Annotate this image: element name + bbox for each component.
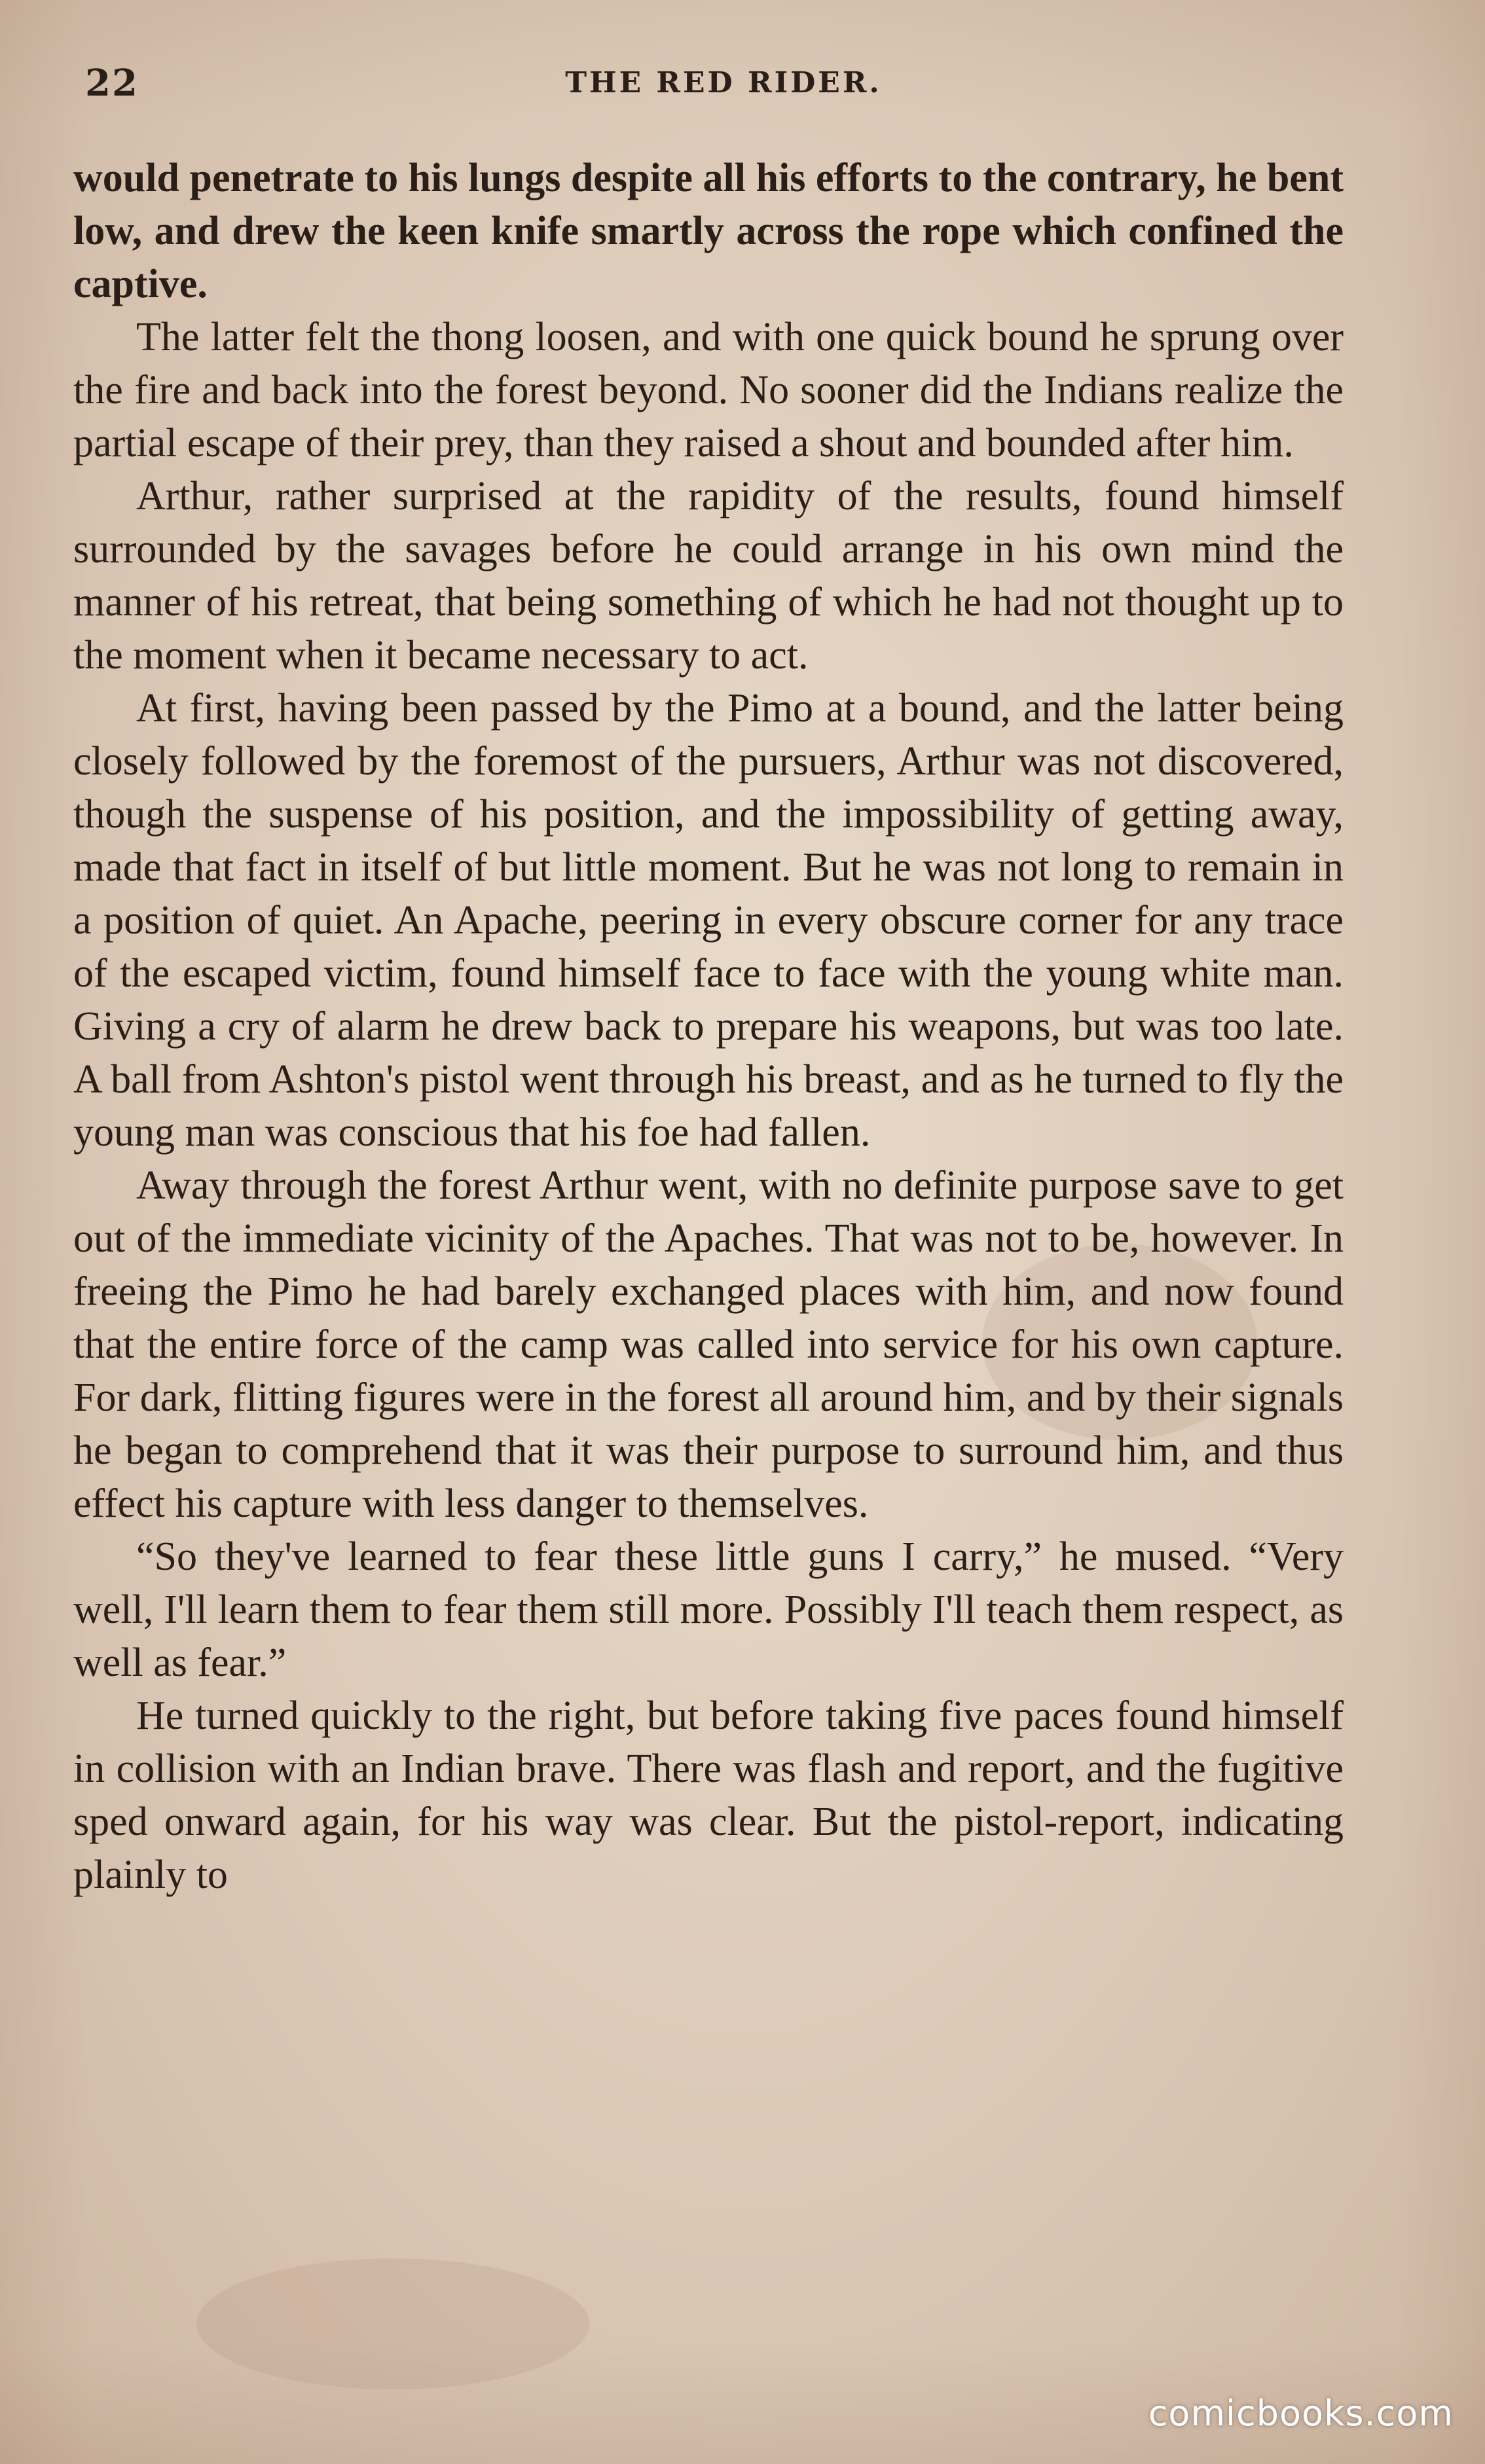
watermark: comicbooks.com — [1148, 2393, 1454, 2434]
paragraph: Away through the forest Arthur went, with no definite purpose save to get out of the immediate vicinity of the Apaches. That was not to be, however. In freeing the Pimo he had barely exchanged places with him, and now found that the entire force of the camp was called into service for his own capture. For dark, flitting figures were in the forest all around him, and by their signals he began to comprehend that it was their purpose to surround him, and thus effect his capture with less danger to themselves. — [73, 1163, 1344, 1526]
paragraph: “So they've learned to fear these little guns I carry,” he mused. “Very well, I'll learn them to fear them still more. Possibly I'll teach them respect, as well as fear.” — [73, 1534, 1344, 1685]
paragraph: At first, having been passed by the Pimo at a bound, and the latter being closely followed by the foremost of the pursuers, Arthur was not discovered, though the suspense of his position, and the impossibility of getting away, made that fact in itself of but little moment. But he was not long to remain in a position of quiet. An Apache, peering in every obscure corner for any trace of the escaped victim, found himself face to face with the young white man. Giving a cry of alarm he drew back to prepare his weapons, but was too late. A ball from Ashton's pistol went through his breast, and as he turned to fly the young man was conscious that his foe had fallen. — [73, 686, 1344, 1155]
page-number: 22 — [85, 62, 139, 105]
paragraph: Arthur, rather surprised at the rapidity of the results, found himself surrounded by the savages before he could arrange in his own mind the manner of his retreat, that being something of which he had not thought up to the moment when it became necessary to act. — [73, 474, 1344, 678]
body-text — [73, 152, 1344, 1902]
paper-stain — [196, 2258, 589, 2389]
page-header — [85, 60, 1362, 106]
paragraph: He turned quickly to the right, but before taking five paces found himself in collision with an Indian brave. There was flash and report, and the fugitive sped onward again, for his way was clear. But the pistol-report, indicating plainly to — [73, 1694, 1344, 1897]
paragraph: The latter felt the thong loosen, and with one quick bound he sprung over the fire and back into the forest beyond. No sooner did the Indians realize the partial escape of their prey, than they raised a shout and bounded after him. — [73, 315, 1344, 465]
running-head: THE RED RIDER. — [565, 66, 882, 100]
paragraph: would penetrate to his lungs despite all his efforts to the contrary, he bent low, and drew the keen knife smartly across the rope which confined the captive. — [73, 156, 1344, 306]
